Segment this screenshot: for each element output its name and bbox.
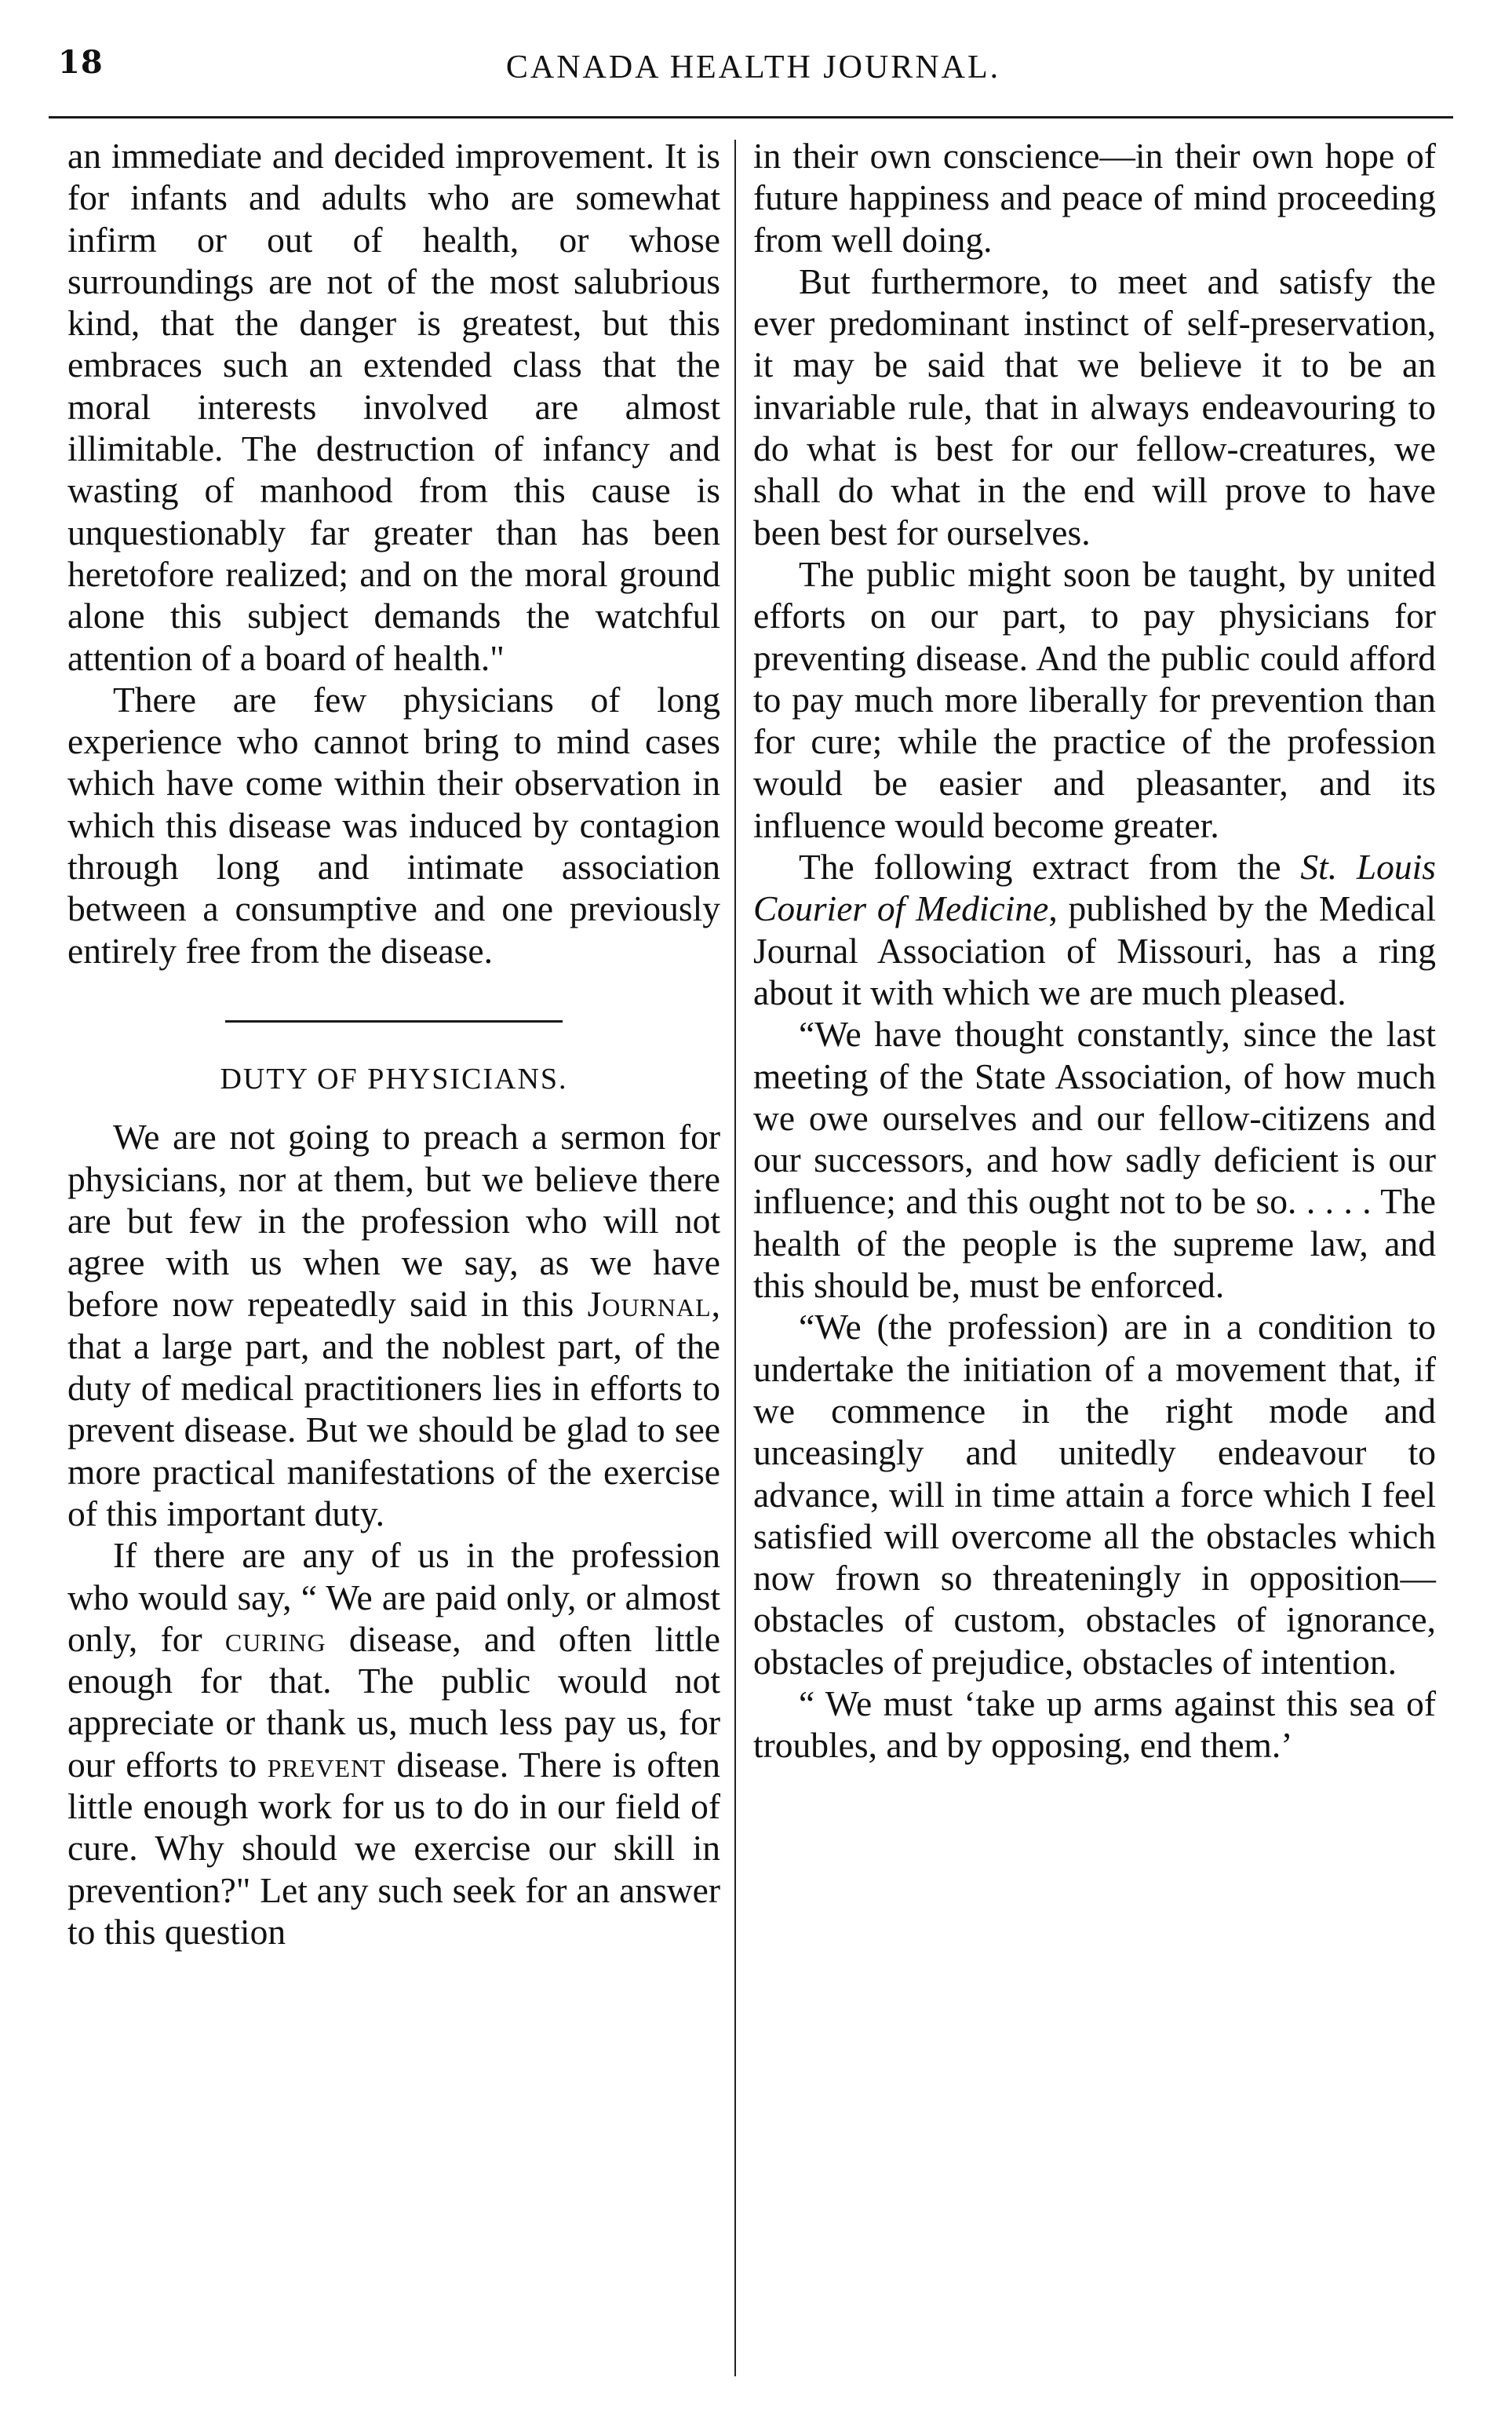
right-column — [753, 135, 1436, 1767]
text-run: , published by the Medical Journal Association of Missouri, has a ring about it with which we are much pleased. — [753, 888, 1436, 1012]
running-title: CANADA HEALTH JOURNAL. — [505, 49, 1001, 86]
text-run: If there are any of us in the profession who would say, “ We are paid only, or almost only, for — [67, 1535, 720, 1659]
text-run: disease, and often little enough for that. The public would not appreciate or thank us, much less pay us, for our efforts to — [67, 1618, 720, 1785]
left-column — [67, 135, 720, 1953]
quoted-paragraph: “We have thought constantly, since the last meeting of the State Association, of how much we owe ourselves and our fellow-citizens and our successors, and how sadly deficient is our influence; and this ought not to be so. . . . . The health of the people is the supreme law, and this should be, must be enforced. — [753, 1014, 1436, 1306]
paragraph: There are few physicians of long experience who cannot bring to mind cases which have come within their observation in which this disease was induced by contagion through long and intimate association between a consumptive and one previously entirely free from the disease. — [67, 679, 720, 971]
paragraph: But furthermore, to meet and satisfy the ever predominant instinct of self-preservation, it may be said that we believe it to be an invariable rule, that in always endeavouring to do what is best for our fellow-creatures, we shall do what in the end will prove to have been best for ourselves. — [753, 261, 1436, 552]
paragraph: in their own conscience—in their own hope of future happiness and peace of mind proceeding from well doing. — [753, 136, 1436, 260]
source-title: St. Louis Courier of Medicine — [753, 847, 1436, 929]
text-run: disease. There is often little enough work for us to do in our field of cure. Why should we exercise our skill in prevention?" Let any such seek for an answer to this question — [67, 1744, 720, 1952]
section-rule — [225, 1020, 563, 1023]
paragraph — [67, 1534, 720, 1953]
paragraph: an immediate and decided improvement. It is for infants and adults who are somewhat infirm or out of health, or whose surroundings are not of the most salubrious kind, that the danger is greatest, but this embraces such an extended class that the moral interests involved are almost illimitable. The destruction of infancy and wasting of manhood from this cause is unquestionably far greater than has been heretofore realized; and on the moral ground alone this subject demands the watchful attention of a board of health." — [67, 136, 720, 678]
paragraph: The public might soon be taught, by united efforts on our part, to pay physicians for preventing disease. And the public could afford to pay much more liberally for prevention than for cure; while the practice of the profession would be easier and pleasanter, and its influence would become greater. — [753, 553, 1436, 845]
page-header — [55, 41, 1452, 104]
emphasis-curing: curing — [224, 1618, 326, 1659]
section-heading: DUTY OF PHYSICIANS. — [220, 1062, 568, 1096]
text-run: , that a large part, and the noblest part, of the duty of medical practitioners lies in efforts to prevent disease. But we should be glad to see more practical manifestations of the exercise of this important duty. — [67, 1284, 720, 1533]
paragraph — [753, 846, 1436, 1013]
page-number: 18 — [58, 44, 104, 81]
column-divider — [734, 140, 736, 2376]
header-rule — [49, 116, 1453, 119]
quoted-paragraph: “ We must ‘take up arms against this sea of troubles, and by opposing, end them.’ — [753, 1683, 1436, 1766]
journal-name: Journal — [587, 1284, 712, 1325]
paragraph — [67, 1116, 720, 1534]
quoted-paragraph: “We (the profession) are in a condition to undertake the initiation of a movement that, if we commence in the right mode and unceasingly and unitedly endeavour to advance, will in time attain a force which I feel satisfied will overcome all the obstacles which now frown so threateningly in opposition—obstacles of custom, obstacles of ignorance, obstacles of prejudice, obstacles of intention. — [753, 1307, 1436, 1682]
text-run: We are not going to preach a sermon for physicians, nor at them, but we believe there are but few in the profession who will not agree with us when we say, as we have before now repeatedly said in this — [67, 1117, 720, 1325]
emphasis-prevent: prevent — [267, 1744, 386, 1785]
text-run: The following extract from the — [799, 847, 1301, 888]
